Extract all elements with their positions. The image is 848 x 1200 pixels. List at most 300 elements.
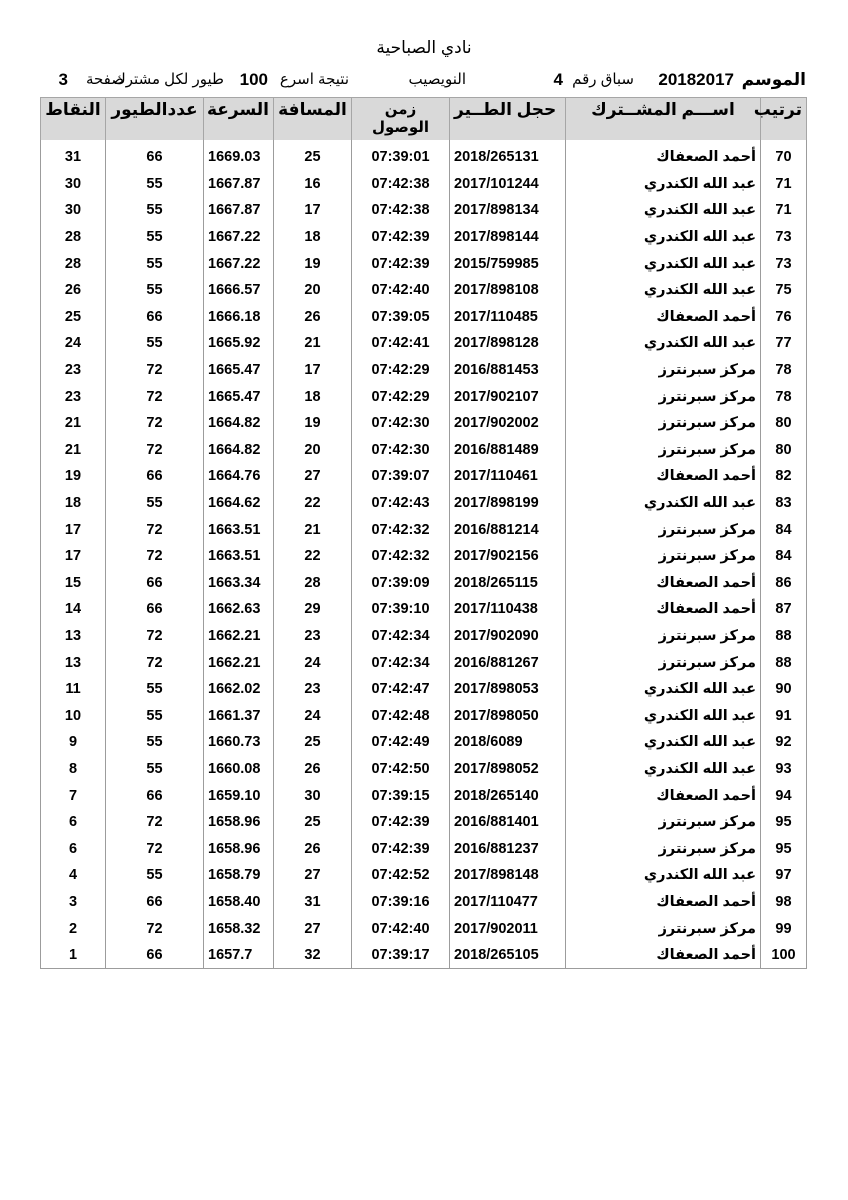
cell-name: أحمد الصعفاك [566,463,761,490]
cell-rank: 88 [761,623,807,650]
cell-name: عبد الله الكندري [566,330,761,357]
cell-speed: 1667.87 [204,197,274,224]
cell-ring: 2016/881267 [450,649,566,676]
table-row [41,224,807,251]
cell-rank: 98 [761,889,807,916]
cell-name: عبد الله الكندري [566,197,761,224]
table-row [41,596,807,623]
cell-ring: 2017/902002 [450,410,566,437]
cell-arrival: 07:42:29 [352,383,450,410]
cell-name: عبد الله الكندري [566,490,761,517]
cell-points: 18 [41,490,106,517]
cell-distance: 20 [274,437,352,464]
cell-birds: 55 [106,277,204,304]
cell-rank: 92 [761,729,807,756]
table-row [41,835,807,862]
results-table [40,97,807,969]
cell-arrival: 07:42:40 [352,915,450,942]
table-row [41,516,807,543]
page-label: صفحة [85,71,124,88]
cell-name: مركز سبرنترز [566,835,761,862]
cell-birds: 66 [106,596,204,623]
cell-name: عبد الله الكندري [566,676,761,703]
cell-arrival: 07:42:39 [352,250,450,277]
cell-ring: 2015/759985 [450,250,566,277]
cell-birds: 55 [106,702,204,729]
cell-ring: 2017/110485 [450,304,566,331]
cell-points: 8 [41,756,106,783]
cell-arrival: 07:42:39 [352,224,450,251]
cell-name: عبد الله الكندري [566,702,761,729]
cell-name: أحمد الصعفاك [566,782,761,809]
cell-arrival: 07:42:50 [352,756,450,783]
cell-name: أحمد الصعفاك [566,570,761,597]
cell-points: 6 [41,809,106,836]
cell-birds: 72 [106,410,204,437]
cell-speed: 1667.87 [204,171,274,198]
cell-speed: 1662.63 [204,596,274,623]
cell-arrival: 07:42:38 [352,171,450,198]
cell-distance: 16 [274,171,352,198]
cell-rank: 84 [761,543,807,570]
table-row [41,889,807,916]
cell-distance: 19 [274,410,352,437]
table-row [41,756,807,783]
table-row [41,171,807,198]
cell-speed: 1665.47 [204,357,274,384]
cell-name: أحمد الصعفاك [566,304,761,331]
cell-name: أحمد الصعفاك [566,942,761,969]
cell-ring: 2016/881401 [450,809,566,836]
cell-arrival: 07:42:41 [352,330,450,357]
cell-distance: 25 [274,809,352,836]
cell-distance: 25 [274,729,352,756]
cell-distance: 30 [274,782,352,809]
cell-birds: 55 [106,862,204,889]
cell-ring: 2018/265105 [450,942,566,969]
cell-distance: 23 [274,623,352,650]
cell-ring: 2018/6089 [450,729,566,756]
cell-ring: 2017/902156 [450,543,566,570]
cell-rank: 90 [761,676,807,703]
table-row [41,729,807,756]
cell-rank: 84 [761,516,807,543]
cell-rank: 77 [761,330,807,357]
cell-rank: 91 [761,702,807,729]
cell-name: مركز سبرنترز [566,437,761,464]
cell-birds: 55 [106,171,204,198]
cell-distance: 29 [274,596,352,623]
cell-birds: 72 [106,915,204,942]
cell-speed: 1665.92 [204,330,274,357]
cell-arrival: 07:42:30 [352,410,450,437]
cell-birds: 66 [106,144,204,171]
cell-speed: 1662.21 [204,649,274,676]
cell-arrival: 07:39:10 [352,596,450,623]
table-row [41,649,807,676]
cell-name: مركز سبرنترز [566,516,761,543]
table-row [41,144,807,171]
header-rank: ترتيب [761,98,807,141]
cell-points: 31 [41,144,106,171]
cell-distance: 17 [274,197,352,224]
cell-speed: 1662.21 [204,623,274,650]
cell-speed: 1663.51 [204,543,274,570]
cell-ring: 2017/110477 [450,889,566,916]
cell-distance: 18 [274,224,352,251]
cell-rank: 71 [761,171,807,198]
cell-birds: 55 [106,490,204,517]
fastest-value: 100 [239,70,268,89]
cell-birds: 72 [106,809,204,836]
header-name: اســـم المشــترك [566,98,761,141]
race-number: 4 [553,70,563,89]
cell-name: عبد الله الكندري [566,756,761,783]
cell-arrival: 07:42:32 [352,543,450,570]
cell-ring: 2017/101244 [450,171,566,198]
cell-arrival: 07:42:48 [352,702,450,729]
cell-rank: 71 [761,197,807,224]
cell-arrival: 07:42:39 [352,809,450,836]
header-arrival: زمن الوصول [352,98,450,141]
cell-arrival: 07:42:32 [352,516,450,543]
cell-distance: 17 [274,357,352,384]
cell-points: 4 [41,862,106,889]
cell-distance: 19 [274,250,352,277]
cell-speed: 1664.82 [204,410,274,437]
race-info-line [40,70,806,92]
club-title: نادي الصباحية [376,38,472,57]
cell-rank: 82 [761,463,807,490]
cell-name: عبد الله الكندري [566,862,761,889]
table-header-row [41,98,807,141]
cell-arrival: 07:42:47 [352,676,450,703]
cell-ring: 2016/881453 [450,357,566,384]
cell-rank: 88 [761,649,807,676]
cell-ring: 2017/902090 [450,623,566,650]
cell-points: 19 [41,463,106,490]
cell-name: مركز سبرنترز [566,357,761,384]
cell-ring: 2017/902107 [450,383,566,410]
cell-arrival: 07:42:38 [352,197,450,224]
cell-arrival: 07:42:43 [352,490,450,517]
cell-points: 10 [41,702,106,729]
header-birds: عددالطيور [106,98,204,141]
cell-birds: 55 [106,197,204,224]
cell-speed: 1662.02 [204,676,274,703]
table-row [41,915,807,942]
cell-rank: 70 [761,144,807,171]
cell-distance: 28 [274,570,352,597]
page-number: 3 [58,70,68,89]
cell-name: عبد الله الكندري [566,171,761,198]
table-row [41,357,807,384]
cell-arrival: 07:39:07 [352,463,450,490]
table-row [41,676,807,703]
cell-name: عبد الله الكندري [566,250,761,277]
cell-name: عبد الله الكندري [566,224,761,251]
cell-distance: 21 [274,330,352,357]
cell-birds: 72 [106,516,204,543]
cell-points: 23 [41,357,106,384]
cell-birds: 72 [106,357,204,384]
cell-ring: 2017/110461 [450,463,566,490]
cell-points: 28 [41,250,106,277]
cell-points: 30 [41,171,106,198]
cell-speed: 1663.51 [204,516,274,543]
cell-birds: 55 [106,224,204,251]
table-row [41,250,807,277]
cell-points: 9 [41,729,106,756]
cell-distance: 27 [274,463,352,490]
cell-points: 13 [41,649,106,676]
cell-rank: 93 [761,756,807,783]
table-row [41,543,807,570]
race-label: سباق رقم [572,71,634,88]
cell-name: مركز سبرنترز [566,543,761,570]
cell-points: 15 [41,570,106,597]
cell-rank: 87 [761,596,807,623]
table-row [41,782,807,809]
cell-rank: 73 [761,224,807,251]
table-row [41,623,807,650]
cell-distance: 32 [274,942,352,969]
header-speed: السرعة [204,98,274,141]
cell-rank: 78 [761,357,807,384]
season-label: الموسم [741,70,806,89]
cell-speed: 1666.18 [204,304,274,331]
cell-rank: 75 [761,277,807,304]
cell-arrival: 07:39:05 [352,304,450,331]
race-name: النويصيب [408,71,466,88]
cell-ring: 2017/902011 [450,915,566,942]
cell-points: 21 [41,410,106,437]
cell-name: عبد الله الكندري [566,277,761,304]
per-participant-label: طيور لكل مشترك [113,71,224,88]
cell-arrival: 07:42:40 [352,277,450,304]
cell-speed: 1661.37 [204,702,274,729]
table-row [41,463,807,490]
cell-ring: 2016/881214 [450,516,566,543]
cell-birds: 55 [106,250,204,277]
header-distance: المسافة [274,98,352,141]
cell-distance: 25 [274,144,352,171]
cell-name: مركز سبرنترز [566,410,761,437]
cell-points: 14 [41,596,106,623]
table-row [41,809,807,836]
cell-ring: 2017/110438 [450,596,566,623]
cell-rank: 73 [761,250,807,277]
cell-speed: 1664.62 [204,490,274,517]
cell-distance: 22 [274,543,352,570]
table-row [41,304,807,331]
cell-rank: 78 [761,383,807,410]
cell-ring: 2017/898134 [450,197,566,224]
fastest-label: نتيجة اسرع [279,71,349,88]
cell-ring: 2017/898053 [450,676,566,703]
cell-name: أحمد الصعفاك [566,889,761,916]
cell-rank: 94 [761,782,807,809]
cell-ring: 2018/265140 [450,782,566,809]
header-points: النقاط [41,98,106,141]
cell-distance: 31 [274,889,352,916]
cell-speed: 1660.08 [204,756,274,783]
cell-birds: 55 [106,729,204,756]
cell-birds: 72 [106,649,204,676]
cell-distance: 18 [274,383,352,410]
cell-ring: 2017/898128 [450,330,566,357]
cell-ring: 2018/265115 [450,570,566,597]
cell-points: 28 [41,224,106,251]
cell-name: مركز سبرنترز [566,915,761,942]
cell-points: 2 [41,915,106,942]
cell-birds: 55 [106,330,204,357]
cell-ring: 2016/881489 [450,437,566,464]
table-row [41,383,807,410]
table-row [41,490,807,517]
cell-speed: 1658.79 [204,862,274,889]
cell-speed: 1658.96 [204,835,274,862]
cell-ring: 2017/898199 [450,490,566,517]
cell-points: 3 [41,889,106,916]
cell-arrival: 07:39:15 [352,782,450,809]
cell-distance: 26 [274,756,352,783]
cell-speed: 1664.82 [204,437,274,464]
cell-name: مركز سبرنترز [566,623,761,650]
cell-rank: 95 [761,809,807,836]
cell-arrival: 07:42:34 [352,649,450,676]
cell-speed: 1664.76 [204,463,274,490]
cell-points: 24 [41,330,106,357]
cell-rank: 99 [761,915,807,942]
table-row [41,702,807,729]
cell-rank: 100 [761,942,807,969]
cell-arrival: 07:42:29 [352,357,450,384]
cell-rank: 86 [761,570,807,597]
cell-name: أحمد الصعفاك [566,596,761,623]
cell-arrival: 07:39:16 [352,889,450,916]
cell-distance: 27 [274,915,352,942]
cell-speed: 1667.22 [204,250,274,277]
cell-rank: 83 [761,490,807,517]
table-row [41,197,807,224]
cell-points: 25 [41,304,106,331]
cell-rank: 97 [761,862,807,889]
cell-birds: 72 [106,835,204,862]
cell-speed: 1669.03 [204,144,274,171]
cell-birds: 72 [106,437,204,464]
table-row [41,862,807,889]
cell-birds: 66 [106,782,204,809]
cell-speed: 1667.22 [204,224,274,251]
cell-distance: 20 [274,277,352,304]
cell-birds: 66 [106,889,204,916]
cell-arrival: 07:39:17 [352,942,450,969]
cell-distance: 23 [274,676,352,703]
cell-speed: 1658.32 [204,915,274,942]
cell-name: مركز سبرنترز [566,383,761,410]
cell-birds: 72 [106,543,204,570]
cell-birds: 55 [106,676,204,703]
cell-arrival: 07:42:49 [352,729,450,756]
cell-ring: 2017/898050 [450,702,566,729]
cell-distance: 24 [274,702,352,729]
cell-distance: 24 [274,649,352,676]
cell-ring: 2017/898144 [450,224,566,251]
cell-points: 23 [41,383,106,410]
cell-distance: 27 [274,862,352,889]
cell-points: 1 [41,942,106,969]
cell-distance: 26 [274,835,352,862]
cell-name: مركز سبرنترز [566,809,761,836]
cell-arrival: 07:42:34 [352,623,450,650]
table-row [41,437,807,464]
table-row [41,410,807,437]
cell-points: 13 [41,623,106,650]
cell-speed: 1658.96 [204,809,274,836]
cell-birds: 66 [106,304,204,331]
table-row [41,570,807,597]
cell-name: أحمد الصعفاك [566,144,761,171]
cell-ring: 2017/898108 [450,277,566,304]
table-row [41,942,807,969]
cell-speed: 1665.47 [204,383,274,410]
table-row [41,277,807,304]
cell-distance: 26 [274,304,352,331]
cell-ring: 2017/898148 [450,862,566,889]
table-row [41,330,807,357]
cell-points: 26 [41,277,106,304]
cell-distance: 22 [274,490,352,517]
cell-arrival: 07:42:30 [352,437,450,464]
header-ring: حجل الطــير [450,98,566,141]
cell-arrival: 07:39:01 [352,144,450,171]
cell-arrival: 07:42:52 [352,862,450,889]
cell-birds: 72 [106,383,204,410]
cell-birds: 72 [106,623,204,650]
cell-points: 21 [41,437,106,464]
cell-rank: 95 [761,835,807,862]
cell-birds: 66 [106,463,204,490]
cell-speed: 1666.57 [204,277,274,304]
cell-ring: 2017/898052 [450,756,566,783]
cell-ring: 2016/881237 [450,835,566,862]
cell-speed: 1658.40 [204,889,274,916]
cell-points: 30 [41,197,106,224]
cell-points: 7 [41,782,106,809]
cell-points: 17 [41,543,106,570]
cell-birds: 66 [106,570,204,597]
cell-arrival: 07:39:09 [352,570,450,597]
season-value: 20182017 [658,70,734,89]
cell-points: 6 [41,835,106,862]
cell-distance: 21 [274,516,352,543]
cell-birds: 55 [106,756,204,783]
cell-rank: 76 [761,304,807,331]
cell-arrival: 07:42:39 [352,835,450,862]
cell-speed: 1663.34 [204,570,274,597]
cell-points: 11 [41,676,106,703]
cell-name: مركز سبرنترز [566,649,761,676]
cell-birds: 66 [106,942,204,969]
cell-speed: 1657.7 [204,942,274,969]
cell-ring: 2018/265131 [450,144,566,171]
cell-points: 17 [41,516,106,543]
cell-rank: 80 [761,437,807,464]
cell-rank: 80 [761,410,807,437]
cell-speed: 1659.10 [204,782,274,809]
cell-name: عبد الله الكندري [566,729,761,756]
